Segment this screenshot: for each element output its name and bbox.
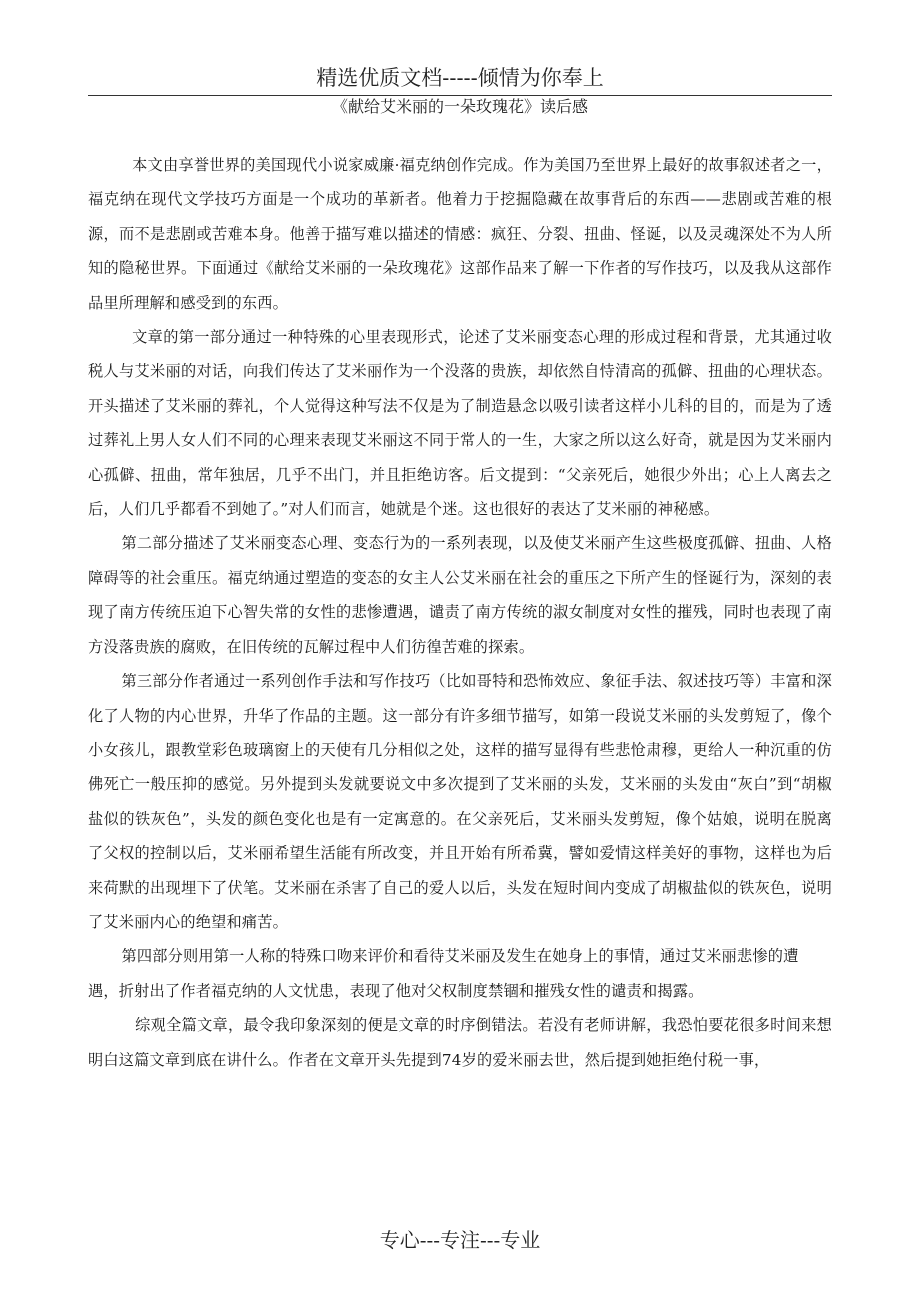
paragraph-1: 本文由享誉世界的美国现代小说家威廉·福克纳创作完成。作为美国乃至世界上最好的故事叙述者之一，福克纳在现代文学技巧方面是一个成功的革新者。他着力于挖掘隐藏在故事背后的东西——悲剧或苦难的根源，而不是悲剧或苦难本身。他善于描写难以描述的情感：疯狂、分裂、扭曲、怪诞，以及灵魂深处不为人所知的隐秘世界。下面通过《献给艾米丽的一朵玫瑰花》这部作品来了解一下作者的写作技巧，以及我从这部作品里所理解和感受到的东西。	[88, 156, 832, 312]
paragraph-5-continued: 遇，折射出了作者福克纳的人文忧患，表现了他对父权制度禁锢和摧残女性的谴责和揭露。	[88, 981, 704, 1000]
paragraph-5: 第四部分则用第一人称的特殊口吻来评价和看待艾米丽及发生在她身上的事情，通过艾米丽悲惨的遭	[121, 947, 799, 966]
page-header-title: 精选优质文档-----倾情为你奉上	[316, 66, 604, 90]
paragraph-3: 第二部分描述了艾米丽变态心理、变态行为的一系列表现，以及使艾米丽产生这些极度孤僻、扭曲、人格障碍等的社会重压。福克纳通过塑造的变态的女主人公艾米丽在社会的重压之下所产生的怪诞行为，深刻的表现了南方传统压迫下心智失常的女性的悲惨遭遇，谴责了南方传统的淑女制度对女性的摧残，同时也表现了南方没落贵族的腐败，在旧传统的瓦解过程中人们彷徨苦难的探索。	[88, 534, 832, 656]
paragraph-2: 文章的第一部分通过一种特殊的心里表现形式，论述了艾米丽变态心理的形成过程和背景，尤其通过收税人与艾米丽的对话，向我们传达了艾米丽作为一个没落的贵族，却依然自恃清高的孤僻、扭曲的心理状态。开头描述了艾米丽的葬礼，个人觉得这种写法不仅是为了制造悬念以吸引读者这样小儿科的目的，而是为了透过葬礼上男人女人们不同的心理来表现艾米丽这不同于常人的一生，大家之所以这么好奇，就是因为艾米丽内心孤僻、扭曲，常年独居，几乎不出门，并且拒绝访客。后文提到：“父亲死后，她很少外出；心上人离去之后，人们几乎都看不到她了。”对人们而言，她就是个迷。这也很好的表达了艾米丽的神秘感。	[88, 328, 832, 519]
paragraph-6: 综观全篇文章，最令我印象深刻的便是文章的时序倒错法。若没有老师讲解，我恐怕要花很多时间来想明白这篇文章到底在讲什么。作者在文章开头先提到74岁的爱米丽去世，然后提到她拒绝付税一事，	[88, 1016, 832, 1069]
paragraph-4: 第三部分作者通过一系列创作手法和写作技巧（比如哥特和恐怖效应、象征手法、叙述技巧等）丰富和深化了人物的内心世界，升华了作品的主题。这一部分有许多细节描写，如第一段说艾米丽的头发剪短了，像个小女孩儿，跟教堂彩色玻璃窗上的天使有几分相似之处，这样的描写显得有些悲怆肃穆，更给人一种沉重的仿佛死亡一般压抑的感觉。另外提到头发就要说文中多次提到了艾米丽的头发，艾米丽的头发由“灰白”到“胡椒盐似的铁灰色”，头发的颜色变化也是有一定寓意的。在父亲死后，艾米丽头发剪短，像个姑娘，说明在脱离了父权的控制以后，艾米丽希望生活能有所改变，并且开始有所希冀，譬如爱情这样美好的事物，这样也为后来荷默的出现埋下了伏笔。艾米丽在杀害了自己的爱人以后，头发在短时间内变成了胡椒盐似的铁灰色，说明了艾米丽内心的绝望和痛苦。	[88, 672, 832, 931]
document-body	[88, 148, 832, 1077]
document-title: 《献给艾米丽的一朵玫瑰花》读后感	[331, 97, 588, 116]
page-footer: 专心---专注---专业	[379, 1228, 541, 1252]
